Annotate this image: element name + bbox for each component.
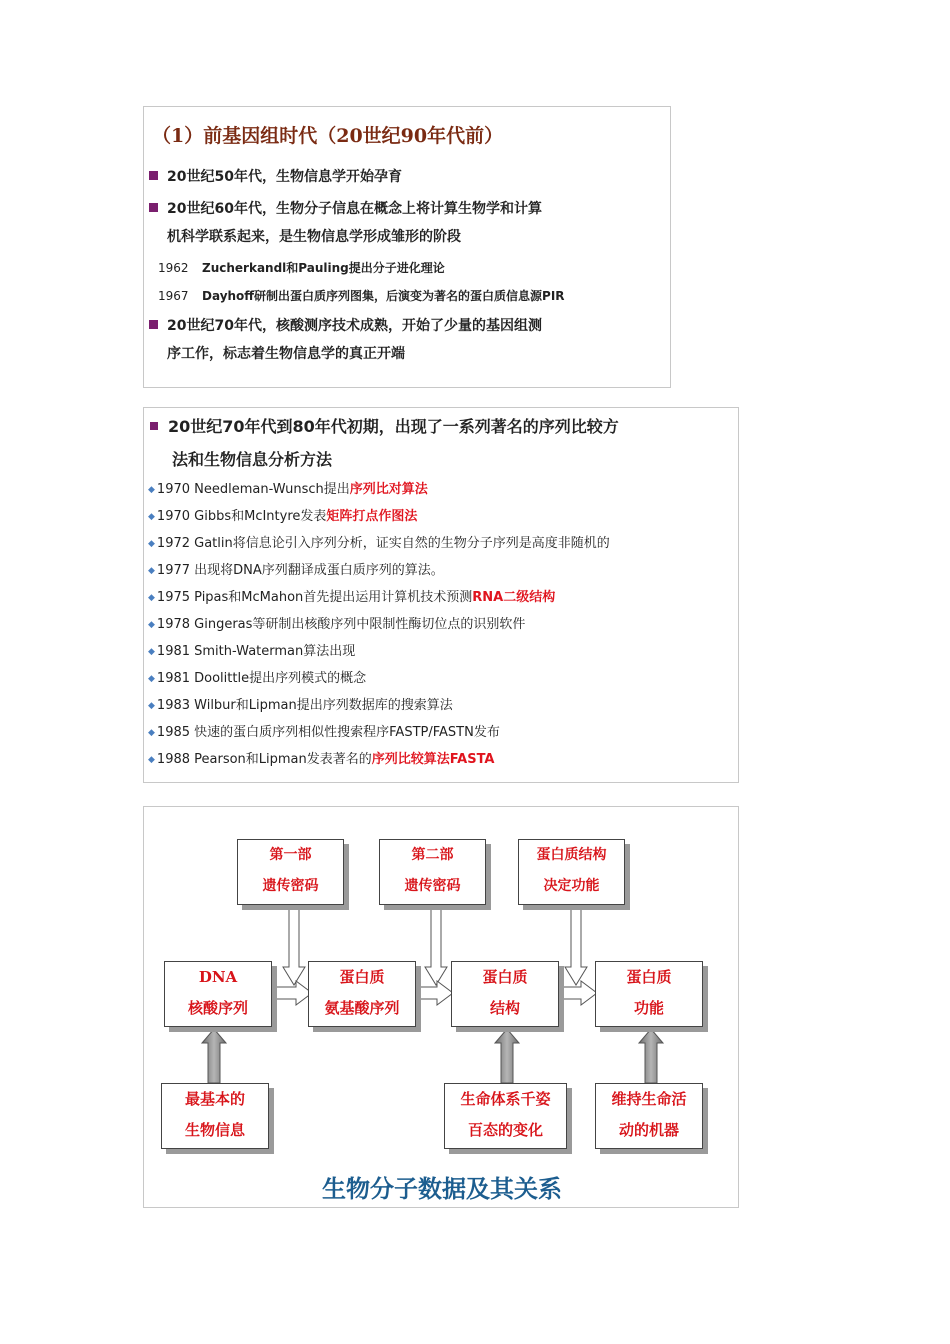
timeline-text: 1970 Needleman-Wunsch提出 [156,482,350,497]
box-protein-structure: 蛋白质 结构 [451,961,559,1027]
box-basic-bio-info: 最基本的 生物信息 [161,1083,269,1149]
panel2-heading-cont: 法和生物信息分析方法 [172,450,333,469]
panel2-heading: 20世纪70年代到80年代初期，出现了一系列著名的序列比较方 [150,414,619,437]
timeline-highlight: 矩阵打点作图法 [326,509,418,524]
biomolecule-diagram-panel [143,806,739,1208]
panel1-title: （1）前基因组时代（20世纪90年代前） [152,125,504,147]
box-structure-determines-function: 蛋白质结构 决定功能 [518,839,625,905]
diamond-bullet-icon: ◆ [148,647,155,657]
box-amino-acid-sequence: 蛋白质 氨基酸序列 [308,961,416,1027]
timeline-highlight: RNA二级结构 [472,590,556,605]
timeline-item [148,613,525,632]
timeline-text: 1983 Wilbur和Lipman提出序列数据库的搜索算法 [156,698,453,713]
bullet-1950s: 20世纪50年代，生物信息学开始孕育 [149,166,402,186]
diamond-bullet-icon: ◆ [148,620,155,630]
timeline-item [148,505,417,524]
bullet-1960s: 20世纪60年代，生物分子信息在概念上将计算生物学和计算 [149,198,542,218]
up-arrow-1 [202,1029,226,1083]
bullet-1960s-cont: 机科学联系起来，是生物信息学形成雏形的阶段 [167,229,461,245]
timeline-item [148,559,444,578]
timeline-text: 1988 Pearson和Lipman发表著名的 [156,752,372,767]
box-first-genetic-code: 第一部 遗传密码 [237,839,344,905]
timeline-highlight: 序列比较算法FASTA [371,752,495,767]
timeline-item [148,667,366,686]
up-arrow-2 [495,1029,519,1083]
diamond-bullet-icon: ◆ [148,728,155,738]
bullet-1970s-cont: 序工作，标志着生物信息学的真正开端 [167,346,405,362]
down-arrow-1 [283,905,305,985]
up-arrow-3 [639,1029,663,1083]
timeline-item [148,586,555,605]
square-bullet-icon [150,422,158,430]
sub-item-1967: 1967 Dayhoff研制出蛋白质序列图集，后演变为著名的蛋白质信息源PIR [158,289,565,303]
timeline-text: 1972 Gatlin将信息论引入序列分析，证实自然的生物分子序列是高度非随机的 [156,536,610,551]
right-arrow-2 [417,981,453,1005]
timeline-text: 1981 Smith-Waterman算法出现 [156,644,356,659]
diamond-bullet-icon: ◆ [148,485,155,495]
diamond-bullet-icon: ◆ [148,755,155,765]
box-dna-sequence: DNA 核酸序列 [164,961,272,1027]
square-bullet-icon [149,171,158,180]
down-arrow-2 [425,905,447,985]
timeline-item [148,748,495,767]
down-arrow-3 [565,905,587,985]
timeline-item [148,640,355,659]
timeline-text: 1978 Gingeras等研制出核酸序列中限制性酶切位点的识别软件 [156,617,526,632]
square-bullet-icon [149,320,158,329]
timeline-text: 1981 Doolittle提出序列模式的概念 [156,671,367,686]
box-protein-function: 蛋白质 功能 [595,961,703,1027]
box-life-diversity: 生命体系千姿 百态的变化 [444,1083,567,1149]
diamond-bullet-icon: ◆ [148,593,155,603]
diamond-bullet-icon: ◆ [148,539,155,549]
timeline-highlight: 序列比对算法 [349,482,428,497]
pre-genome-era-panel [143,106,671,388]
timeline-text: 1975 Pipas和McMahon首先提出运用计算机技术预测 [156,590,473,605]
timeline-text: 1985 快速的蛋白质序列相似性搜索程序FASTP/FASTN发布 [156,725,500,740]
diamond-bullet-icon: ◆ [148,701,155,711]
bullet-1970s: 20世纪70年代，核酸测序技术成熟，开始了少量的基因组测 [149,315,542,335]
timeline-item [148,532,610,551]
timeline-text: 1977 出现将DNA序列翻译成蛋白质序列的算法。 [156,563,444,578]
box-second-genetic-code: 第二部 遗传密码 [379,839,486,905]
timeline-text: 1970 Gibbs和McIntyre发表 [156,509,327,524]
diamond-bullet-icon: ◆ [148,674,155,684]
square-bullet-icon [149,203,158,212]
right-arrow-3 [561,981,597,1005]
diamond-bullet-icon: ◆ [148,512,155,522]
diagram-caption: 生物分子数据及其关系 [322,1175,562,1203]
timeline-item [148,478,428,497]
sub-item-1962: 1962 Zucherkandl和Pauling提出分子进化理论 [158,261,445,275]
timeline-item [148,694,453,713]
box-life-machinery: 维持生命活 动的机器 [595,1083,703,1149]
diamond-bullet-icon: ◆ [148,566,155,576]
sequence-methods-panel [143,407,739,783]
timeline-item [148,721,500,740]
